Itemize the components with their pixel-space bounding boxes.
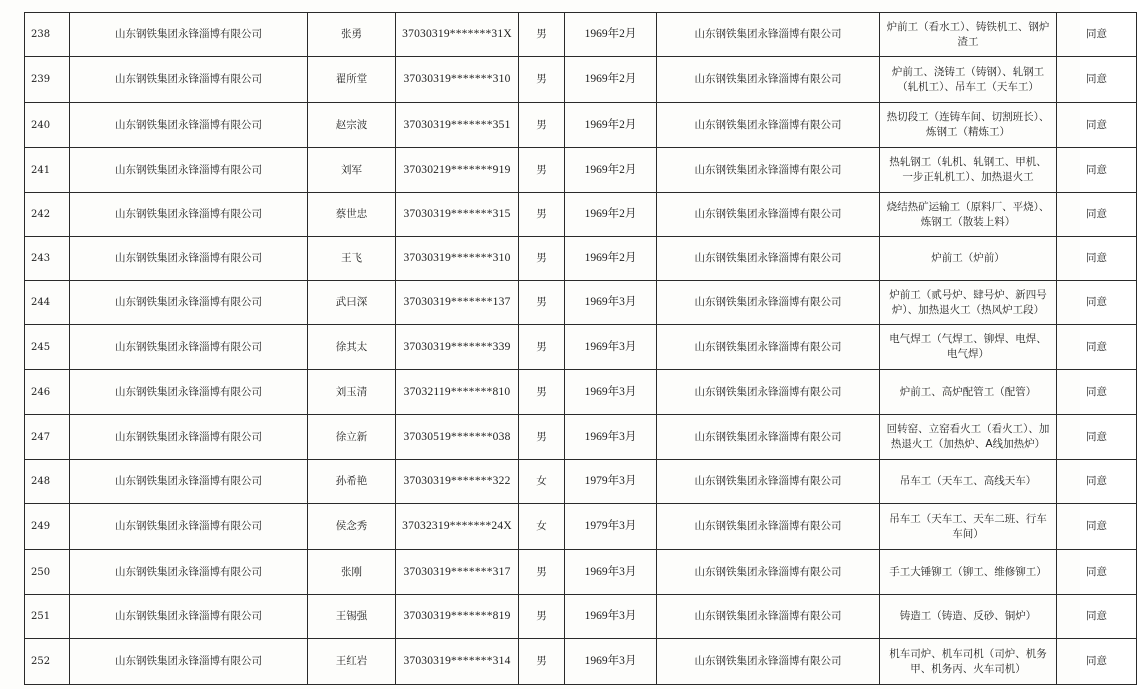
name-cell: 张刚	[308, 550, 396, 595]
employer-cell: 山东钢铁集团永锋淄博有限公司	[657, 281, 880, 325]
gender-cell: 男	[519, 639, 565, 685]
serial-number-cell: 252	[25, 639, 70, 685]
serial-number-cell: 250	[25, 550, 70, 595]
serial-number-cell: 248	[25, 460, 70, 504]
gender-cell: 女	[519, 504, 565, 550]
company-cell: 山东钢铁集团永锋淄博有限公司	[70, 639, 308, 685]
gender-cell: 男	[519, 193, 565, 237]
gender-cell: 男	[519, 237, 565, 281]
table-row	[25, 13, 1137, 57]
id-number-cell: 37030319*******317	[396, 550, 519, 595]
gender-cell: 男	[519, 281, 565, 325]
name-cell: 蔡世忠	[308, 193, 396, 237]
company-cell: 山东钢铁集团永锋淄博有限公司	[70, 504, 308, 550]
opinion-cell: 同意	[1057, 57, 1137, 103]
id-number-cell: 37030319*******351	[396, 103, 519, 148]
table-row	[25, 370, 1137, 415]
name-cell: 徐其太	[308, 325, 396, 370]
name-cell: 孙希艳	[308, 460, 396, 504]
gender-cell: 男	[519, 57, 565, 103]
birth-date-cell: 1969年3月	[565, 281, 657, 325]
gender-cell: 男	[519, 148, 565, 193]
serial-number-cell: 246	[25, 370, 70, 415]
opinion-cell: 同意	[1057, 281, 1137, 325]
company-cell: 山东钢铁集团永锋淄博有限公司	[70, 148, 308, 193]
work-type-cell: 炉前工、高炉配管工（配管）	[880, 370, 1057, 415]
roster-body	[25, 13, 1137, 685]
gender-cell: 男	[519, 415, 565, 460]
table-row	[25, 639, 1137, 685]
table-row	[25, 595, 1137, 639]
name-cell: 张勇	[308, 13, 396, 57]
birth-date-cell: 1969年3月	[565, 325, 657, 370]
birth-date-cell: 1979年3月	[565, 504, 657, 550]
table-row	[25, 103, 1137, 148]
company-cell: 山东钢铁集团永锋淄博有限公司	[70, 103, 308, 148]
work-type-cell: 铸造工（铸造、反砂、铜炉）	[880, 595, 1057, 639]
work-type-cell: 炉前工、浇铸工（铸钢）、轧钢工（轧机工）、吊车工（天车工）	[880, 57, 1057, 103]
roster-table	[24, 12, 1137, 685]
work-type-cell: 吊车工（天车工、高线天车）	[880, 460, 1057, 504]
opinion-cell: 同意	[1057, 460, 1137, 504]
id-number-cell: 37030319*******315	[396, 193, 519, 237]
table-row	[25, 415, 1137, 460]
serial-number-cell: 251	[25, 595, 70, 639]
company-cell: 山东钢铁集团永锋淄博有限公司	[70, 415, 308, 460]
employer-cell: 山东钢铁集团永锋淄博有限公司	[657, 13, 880, 57]
serial-number-cell: 249	[25, 504, 70, 550]
employer-cell: 山东钢铁集团永锋淄博有限公司	[657, 103, 880, 148]
gender-cell: 男	[519, 595, 565, 639]
name-cell: 武曰深	[308, 281, 396, 325]
company-cell: 山东钢铁集团永锋淄博有限公司	[70, 13, 308, 57]
work-type-cell: 电气焊工（气焊工、铆焊、电焊、电气焊）	[880, 325, 1057, 370]
id-number-cell: 37032319*******24X	[396, 504, 519, 550]
company-cell: 山东钢铁集团永锋淄博有限公司	[70, 370, 308, 415]
employer-cell: 山东钢铁集团永锋淄博有限公司	[657, 237, 880, 281]
serial-number-cell: 245	[25, 325, 70, 370]
birth-date-cell: 1969年2月	[565, 237, 657, 281]
table-row	[25, 281, 1137, 325]
gender-cell: 男	[519, 103, 565, 148]
employer-cell: 山东钢铁集团永锋淄博有限公司	[657, 639, 880, 685]
company-cell: 山东钢铁集团永锋淄博有限公司	[70, 325, 308, 370]
company-cell: 山东钢铁集团永锋淄博有限公司	[70, 550, 308, 595]
opinion-cell: 同意	[1057, 148, 1137, 193]
id-number-cell: 37032119*******810	[396, 370, 519, 415]
employer-cell: 山东钢铁集团永锋淄博有限公司	[657, 595, 880, 639]
work-type-cell: 热轧钢工（轧机、轧钢工、甲机、一步正轧机工）、加热退火工	[880, 148, 1057, 193]
opinion-cell: 同意	[1057, 237, 1137, 281]
company-cell: 山东钢铁集团永锋淄博有限公司	[70, 237, 308, 281]
company-cell: 山东钢铁集团永锋淄博有限公司	[70, 193, 308, 237]
serial-number-cell: 243	[25, 237, 70, 281]
birth-date-cell: 1969年3月	[565, 550, 657, 595]
serial-number-cell: 239	[25, 57, 70, 103]
work-type-cell: 回转窑、立窑看火工（看火工）、加热退火工（加热炉、A线加热炉）	[880, 415, 1057, 460]
birth-date-cell: 1969年3月	[565, 415, 657, 460]
id-number-cell: 37030319*******339	[396, 325, 519, 370]
birth-date-cell: 1969年3月	[565, 639, 657, 685]
table-row	[25, 504, 1137, 550]
opinion-cell: 同意	[1057, 103, 1137, 148]
birth-date-cell: 1979年3月	[565, 460, 657, 504]
opinion-cell: 同意	[1057, 13, 1137, 57]
id-number-cell: 37030319*******310	[396, 237, 519, 281]
gender-cell: 女	[519, 460, 565, 504]
employer-cell: 山东钢铁集团永锋淄博有限公司	[657, 325, 880, 370]
table-row	[25, 460, 1137, 504]
serial-number-cell: 247	[25, 415, 70, 460]
serial-number-cell: 241	[25, 148, 70, 193]
name-cell: 徐立新	[308, 415, 396, 460]
work-type-cell: 吊车工（天车工、天车二班、行车车间）	[880, 504, 1057, 550]
employer-cell: 山东钢铁集团永锋淄博有限公司	[657, 148, 880, 193]
gender-cell: 男	[519, 13, 565, 57]
id-number-cell: 37030319*******819	[396, 595, 519, 639]
company-cell: 山东钢铁集团永锋淄博有限公司	[70, 460, 308, 504]
name-cell: 王飞	[308, 237, 396, 281]
work-type-cell: 炉前工（贰号炉、肆号炉、新四号炉）、加热退火工（热风炉工段）	[880, 281, 1057, 325]
birth-date-cell: 1969年2月	[565, 193, 657, 237]
gender-cell: 男	[519, 325, 565, 370]
id-number-cell: 37030319*******31X	[396, 13, 519, 57]
employer-cell: 山东钢铁集团永锋淄博有限公司	[657, 370, 880, 415]
opinion-cell: 同意	[1057, 193, 1137, 237]
serial-number-cell: 244	[25, 281, 70, 325]
employer-cell: 山东钢铁集团永锋淄博有限公司	[657, 550, 880, 595]
company-cell: 山东钢铁集团永锋淄博有限公司	[70, 595, 308, 639]
employer-cell: 山东钢铁集团永锋淄博有限公司	[657, 504, 880, 550]
id-number-cell: 37030219*******919	[396, 148, 519, 193]
name-cell: 翟所堂	[308, 57, 396, 103]
opinion-cell: 同意	[1057, 639, 1137, 685]
serial-number-cell: 238	[25, 13, 70, 57]
name-cell: 刘军	[308, 148, 396, 193]
opinion-cell: 同意	[1057, 415, 1137, 460]
employer-cell: 山东钢铁集团永锋淄博有限公司	[657, 193, 880, 237]
opinion-cell: 同意	[1057, 550, 1137, 595]
opinion-cell: 同意	[1057, 595, 1137, 639]
employer-cell: 山东钢铁集团永锋淄博有限公司	[657, 415, 880, 460]
table-row	[25, 57, 1137, 103]
id-number-cell: 37030319*******137	[396, 281, 519, 325]
opinion-cell: 同意	[1057, 504, 1137, 550]
work-type-cell: 烧结热矿运输工（原料厂、平烧）、炼钢工（散装上料）	[880, 193, 1057, 237]
table-row	[25, 550, 1137, 595]
company-cell: 山东钢铁集团永锋淄博有限公司	[70, 57, 308, 103]
gender-cell: 男	[519, 550, 565, 595]
birth-date-cell: 1969年3月	[565, 595, 657, 639]
table-row	[25, 193, 1137, 237]
gender-cell: 男	[519, 370, 565, 415]
id-number-cell: 37030319*******322	[396, 460, 519, 504]
birth-date-cell: 1969年2月	[565, 57, 657, 103]
serial-number-cell: 242	[25, 193, 70, 237]
id-number-cell: 37030319*******314	[396, 639, 519, 685]
work-type-cell: 机车司炉、机车司机（司炉、机务甲、机务丙、火车司机）	[880, 639, 1057, 685]
table-row	[25, 237, 1137, 281]
work-type-cell: 炉前工（看水工）、铸铁机工、钢炉渣工	[880, 13, 1057, 57]
table-row	[25, 148, 1137, 193]
name-cell: 赵宗波	[308, 103, 396, 148]
birth-date-cell: 1969年2月	[565, 13, 657, 57]
opinion-cell: 同意	[1057, 370, 1137, 415]
id-number-cell: 37030319*******310	[396, 57, 519, 103]
work-type-cell: 炉前工（炉前）	[880, 237, 1057, 281]
employer-cell: 山东钢铁集团永锋淄博有限公司	[657, 57, 880, 103]
birth-date-cell: 1969年3月	[565, 370, 657, 415]
name-cell: 侯念秀	[308, 504, 396, 550]
employer-cell: 山东钢铁集团永锋淄博有限公司	[657, 460, 880, 504]
table-row	[25, 325, 1137, 370]
birth-date-cell: 1969年2月	[565, 148, 657, 193]
birth-date-cell: 1969年2月	[565, 103, 657, 148]
id-number-cell: 37030519*******038	[396, 415, 519, 460]
name-cell: 王锡强	[308, 595, 396, 639]
name-cell: 刘玉清	[308, 370, 396, 415]
opinion-cell: 同意	[1057, 325, 1137, 370]
name-cell: 王红岩	[308, 639, 396, 685]
work-type-cell: 手工大锤铆工（铆工、维修铆工）	[880, 550, 1057, 595]
serial-number-cell: 240	[25, 103, 70, 148]
work-type-cell: 热切段工（连铸车间、切割班长）、炼钢工（精炼工）	[880, 103, 1057, 148]
company-cell: 山东钢铁集团永锋淄博有限公司	[70, 281, 308, 325]
